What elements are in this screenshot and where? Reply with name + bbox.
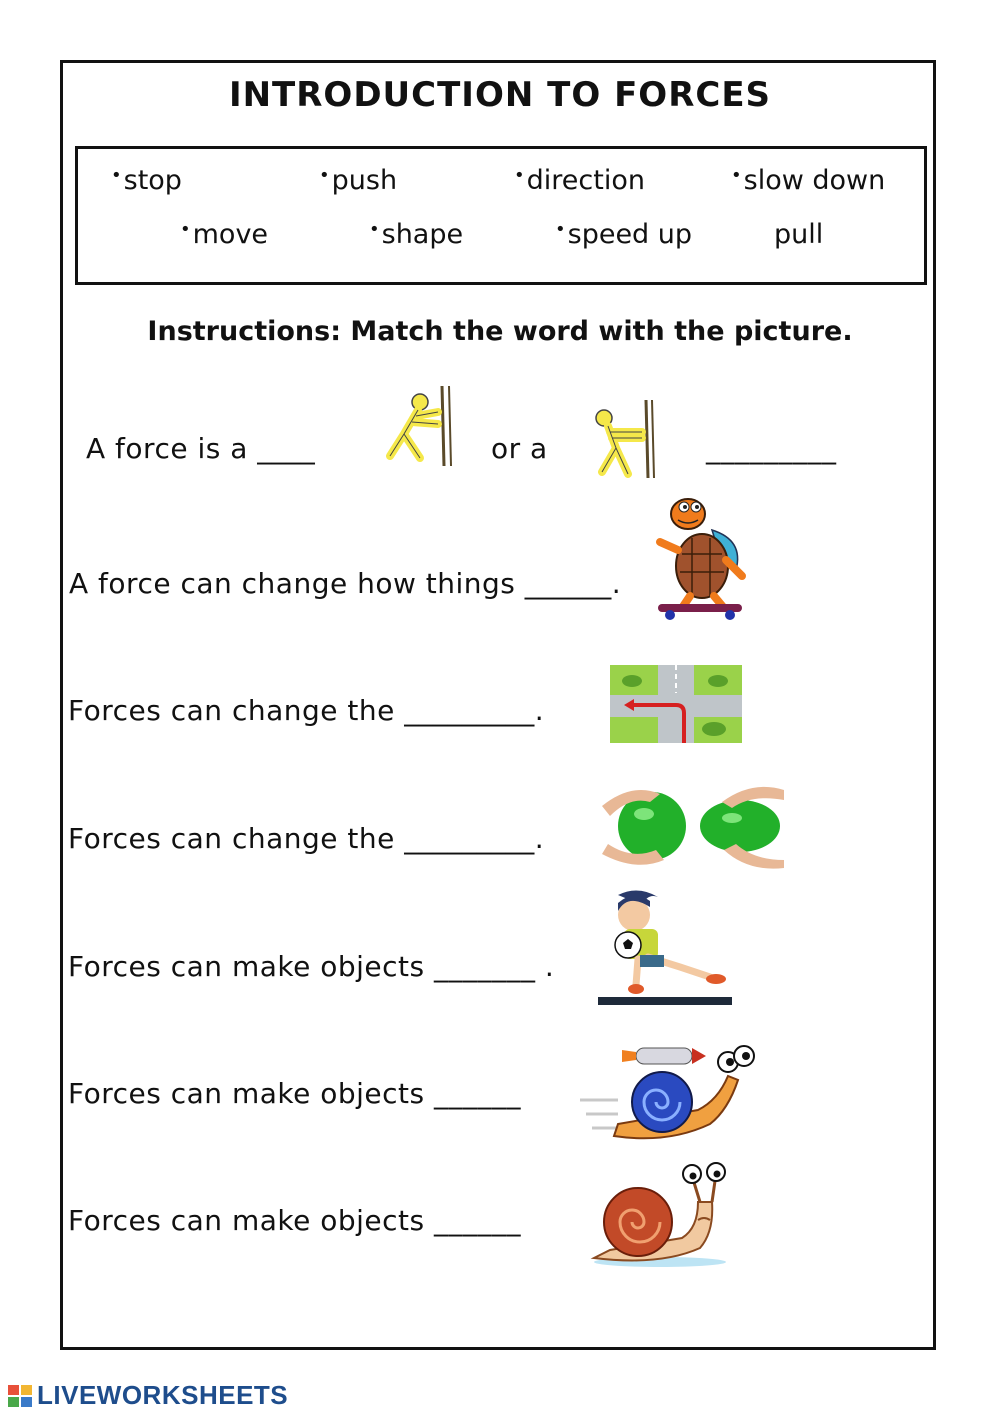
word-bank-item: •push: [319, 165, 398, 196]
rocket-snail-icon: [578, 1040, 758, 1146]
squeezed-ball-icon: [602, 776, 784, 876]
word-bank-item: •shape: [369, 219, 464, 250]
question-2: A force can change how things ______.: [69, 567, 622, 600]
liveworksheets-icon: [8, 1383, 34, 1414]
question-1-part-2: or a: [491, 432, 548, 465]
road-direction-icon: [610, 665, 742, 747]
word-bank-item: pull: [774, 219, 824, 250]
word-bank: [75, 146, 927, 285]
girl-kicking-ball-icon: [598, 885, 732, 1011]
snail-icon: [580, 1162, 730, 1274]
question-4: Forces can change the _________.: [68, 822, 545, 855]
worksheet-title: INTRODUCTION TO FORCES: [228, 75, 772, 115]
word-bank-item: •stop: [111, 165, 182, 196]
word-bank-item: •move: [180, 219, 269, 250]
pull-figure-icon: [588, 398, 658, 484]
turtle-skateboard-icon: [652, 492, 748, 626]
question-7: Forces can make objects ______: [68, 1204, 521, 1237]
word-bank-item: •slow down: [731, 165, 886, 196]
question-5: Forces can make objects _______ .: [68, 950, 555, 983]
word-bank-item: •direction: [514, 165, 645, 196]
question-3: Forces can change the _________.: [68, 694, 545, 727]
word-bank-item: •speed up: [555, 219, 693, 250]
push-figure-icon: [380, 384, 460, 472]
footer-text: LIVEWORKSHEETS: [37, 1380, 289, 1410]
liveworksheets-logo: [8, 1380, 288, 1414]
question-1-part-1: A force is a ____: [86, 432, 316, 465]
question-1-part-3: _________: [706, 432, 837, 465]
question-6: Forces can make objects ______: [68, 1077, 521, 1110]
instructions-text: Instructions: Match the word with the picture.: [147, 316, 853, 347]
